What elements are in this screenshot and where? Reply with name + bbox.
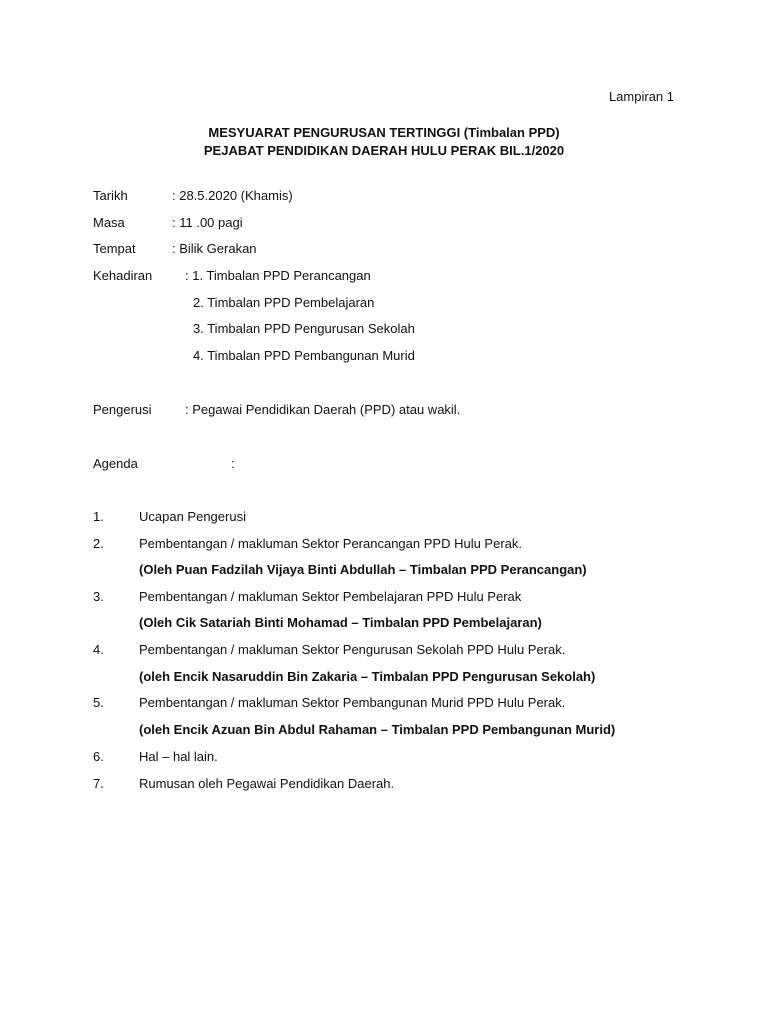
agenda-item-number: 3. bbox=[93, 589, 104, 604]
attendance-label: Kehadiran bbox=[93, 268, 153, 283]
agenda-item-text: Hal – hal lain. bbox=[139, 749, 218, 764]
agenda-label: Agenda bbox=[93, 456, 138, 471]
agenda-item bbox=[93, 536, 522, 551]
agenda-item-number: 4. bbox=[93, 642, 104, 657]
agenda-item bbox=[93, 749, 218, 764]
agenda-item-number: 7. bbox=[93, 776, 104, 791]
chair-label: Pengerusi bbox=[93, 402, 152, 417]
agenda-item-text: Ucapan Pengerusi bbox=[139, 509, 246, 524]
place-label: Tempat bbox=[93, 241, 136, 256]
agenda-item-presenter: (oleh Encik Nasaruddin Bin Zakaria – Timbalan PPD Pengurusan Sekolah) bbox=[139, 669, 596, 684]
agenda-item-number: 1. bbox=[93, 509, 104, 524]
attendance-item: 3. Timbalan PPD Pengurusan Sekolah bbox=[193, 321, 415, 336]
agenda-item-text: Pembentangan / makluman Sektor Pembangunan Murid PPD Hulu Perak. bbox=[139, 695, 566, 710]
chair-row bbox=[93, 402, 460, 417]
agenda-item-number: 5. bbox=[93, 695, 104, 710]
agenda-item bbox=[93, 509, 246, 524]
agenda-heading bbox=[93, 456, 235, 471]
document-subtitle: PEJABAT PENDIDIKAN DAERAH HULU PERAK BIL.1/2020 bbox=[203, 143, 565, 158]
agenda-item-number: 6. bbox=[93, 749, 104, 764]
document-title: MESYUARAT PENGURUSAN TERTINGGI (Timbalan PPD) bbox=[208, 125, 560, 140]
date-value: : 28.5.2020 (Khamis) bbox=[172, 188, 293, 203]
agenda-colon: : bbox=[231, 456, 235, 471]
annex-label: Lampiran 1 bbox=[608, 89, 674, 104]
agenda-item-presenter: (oleh Encik Azuan Bin Abdul Rahaman – Timbalan PPD Pembangunan Murid) bbox=[139, 722, 616, 737]
place-value: : Bilik Gerakan bbox=[172, 241, 257, 256]
time-row bbox=[93, 215, 243, 230]
attendance-row bbox=[93, 268, 371, 283]
chair-value: : Pegawai Pendidikan Daerah (PPD) atau wakil. bbox=[185, 402, 461, 417]
attendance-item: : 1. Timbalan PPD Perancangan bbox=[185, 268, 371, 283]
time-value: : 11 .00 pagi bbox=[172, 215, 243, 230]
agenda-item-presenter: (Oleh Puan Fadzilah Vijaya Binti Abdullah – Timbalan PPD Perancangan) bbox=[139, 562, 587, 577]
date-label: Tarikh bbox=[93, 188, 128, 203]
agenda-item-presenter: (Oleh Cik Satariah Binti Mohamad – Timbalan PPD Pembelajaran) bbox=[139, 615, 542, 630]
agenda-item bbox=[93, 642, 565, 657]
agenda-item bbox=[93, 776, 394, 791]
agenda-item-text: Rumusan oleh Pegawai Pendidikan Daerah. bbox=[139, 776, 395, 791]
attendance-item: 2. Timbalan PPD Pembelajaran bbox=[193, 295, 375, 310]
agenda-item-number: 2. bbox=[93, 536, 104, 551]
attendance-item: 4. Timbalan PPD Pembangunan Murid bbox=[193, 348, 415, 363]
agenda-item-text: Pembentangan / makluman Sektor Pengurusan Sekolah PPD Hulu Perak. bbox=[139, 642, 566, 657]
time-label: Masa bbox=[93, 215, 125, 230]
date-row bbox=[93, 188, 293, 203]
agenda-item-text: Pembentangan / makluman Sektor Perancangan PPD Hulu Perak. bbox=[139, 536, 522, 551]
agenda-item bbox=[93, 695, 565, 710]
place-row bbox=[93, 241, 257, 256]
agenda-item bbox=[93, 589, 521, 604]
agenda-item-text: Pembentangan / makluman Sektor Pembelajaran PPD Hulu Perak bbox=[139, 589, 522, 604]
